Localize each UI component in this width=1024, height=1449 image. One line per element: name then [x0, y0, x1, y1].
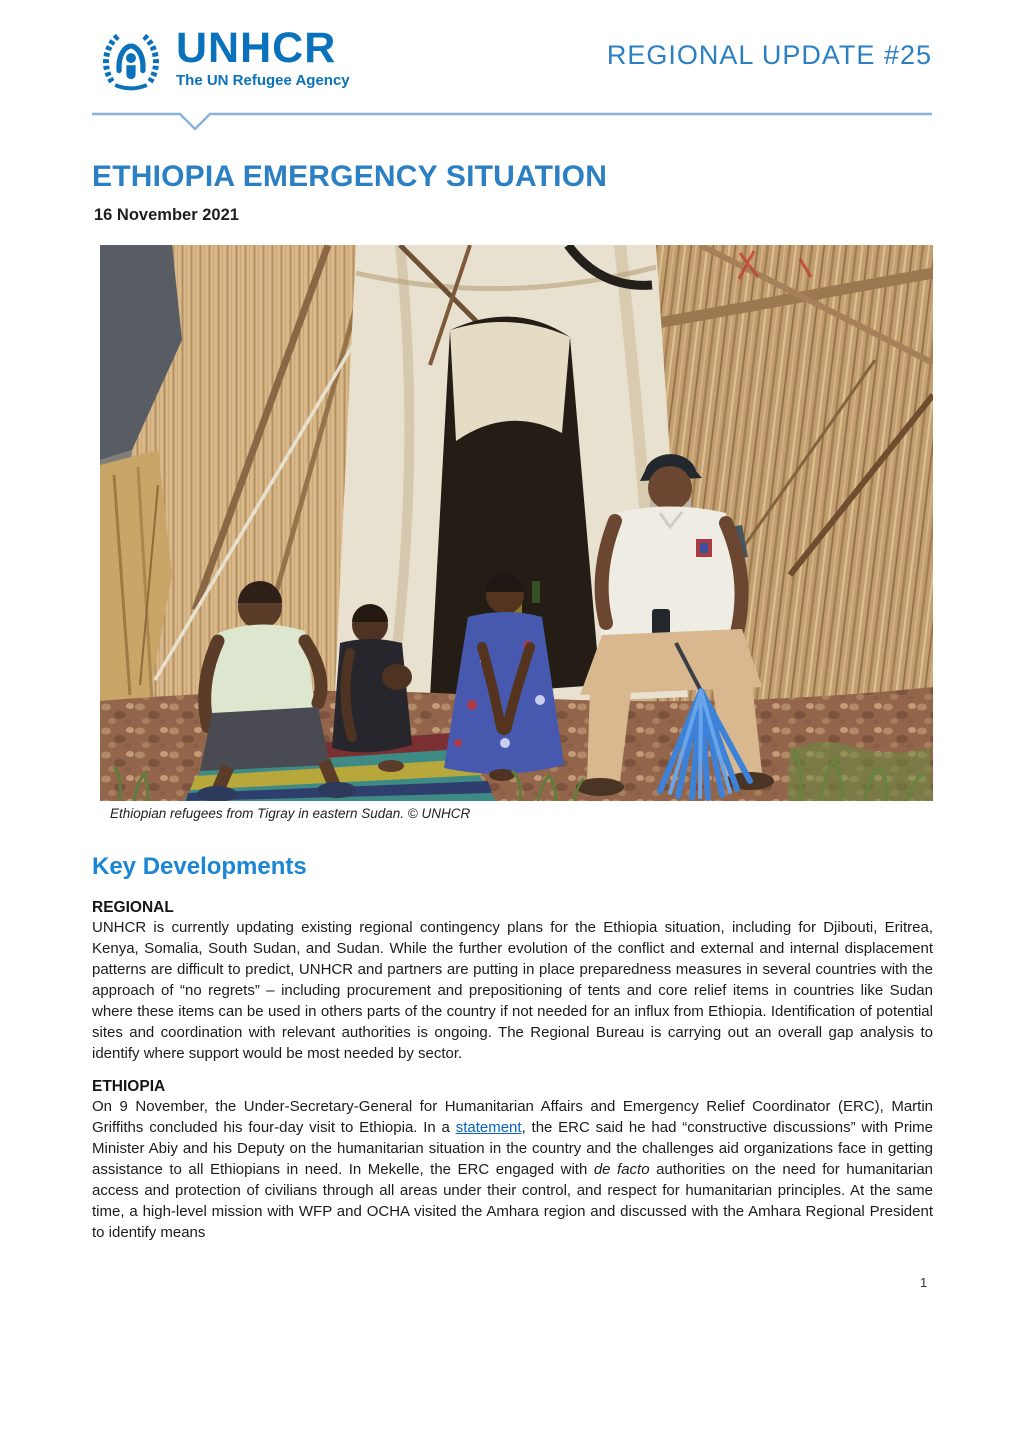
page-number: 1 [920, 1275, 928, 1290]
logo-wordmark: UNHCR [176, 24, 337, 72]
unhcr-logo [98, 24, 350, 93]
statement-link[interactable]: statement [455, 1119, 522, 1136]
regional-paragraph: UNHCR is currently updating existing regional contingency plans for the Ethiopia situation, including for Djibouti, Eritrea, Kenya, Somalia, South Sudan, and Sudan. While the further evolution of the conflict and external and internal displacement patterns are difficult to predict, UNHCR and partners are putting in place preparedness measures in several countries with the approach of “no regrets” – including procurement and prepositioning of tents and core relief items in countries like Sudan where these items can be used in others parts of the country if not needed for an influx from Ethiopia. Identification of potential sites and coordination with relevant authorities is ongoing. The Regional Bureau is carrying out an overall gap analysis to identify where support would be most needed by sector. [92, 919, 933, 1062]
ethiopia-text-2: , the ERC said he had “constructive discussions” with Prime Minister Abiy and his Deputy on the humanitarian situation in the country and the challenges aid organizations face in getting assistance to all Ethiopians in need. In Mekelle, the ERC engaged with [92, 1119, 933, 1178]
regional-subheading: REGIONAL [92, 899, 174, 916]
refugee-family-photo [100, 245, 933, 801]
key-developments-heading: Key Developments [92, 853, 307, 880]
report-date: 16 November 2021 [94, 206, 239, 224]
ethiopia-subheading: ETHIOPIA [92, 1078, 166, 1095]
unhcr-emblem-icon [98, 27, 164, 93]
ethiopia-text-3: authorities on the need for humanitarian access and protection of civilians through all areas under their control, and respect for humanitarian principles. At the same time, a high-level mission with WFP and OCHA visited the Amhara region and discussed with the Amhara Regional President to identify means [92, 1161, 934, 1241]
page-title: ETHIOPIA EMERGENCY SITUATION [92, 160, 608, 193]
report-number: REGIONAL UPDATE #25 [606, 40, 932, 70]
photo-caption: Ethiopian refugees from Tigray in eastern Sudan. © UNHCR [110, 806, 471, 821]
photo-figure [100, 245, 933, 821]
header-divider [92, 110, 932, 134]
ethiopia-text-1: On 9 November, the Under-Secretary-General for Humanitarian Affairs and Emergency Relief Coordinator (ERC), Martin Griffiths concluded his four-day visit to Ethiopia. In a [92, 1098, 933, 1136]
ethiopia-text-italic: de facto [593, 1161, 650, 1178]
logo-tagline: The UN Refugee Agency [176, 71, 350, 89]
ethiopia-paragraph [92, 1096, 933, 1243]
body-copy [92, 899, 933, 1243]
